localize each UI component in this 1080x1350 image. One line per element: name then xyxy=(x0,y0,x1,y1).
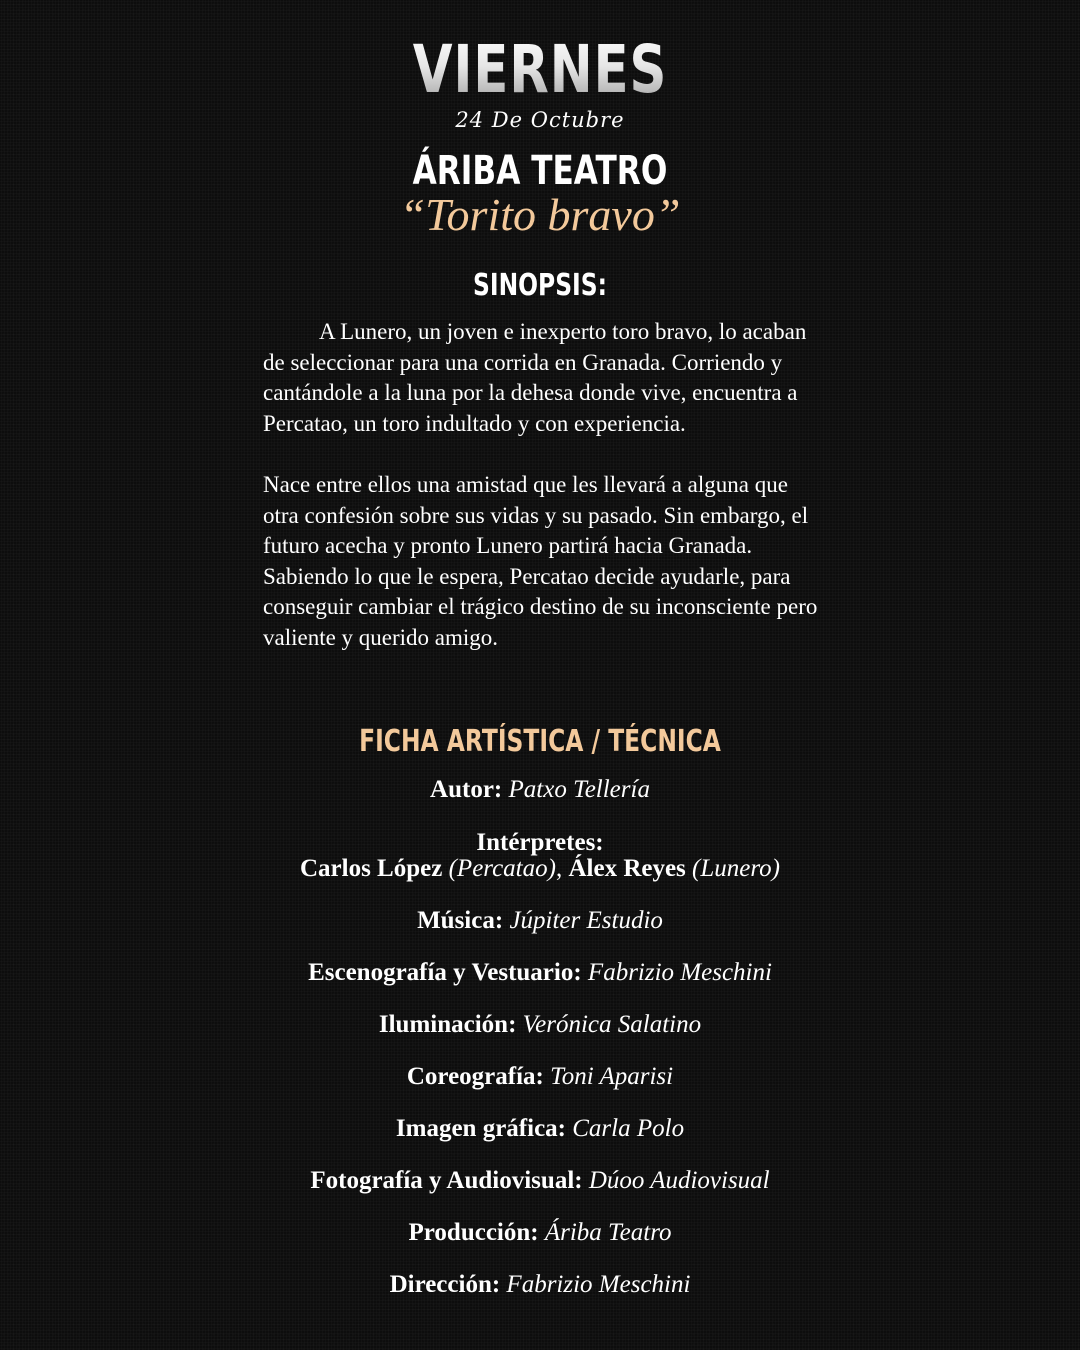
credit-role: Coreografía: xyxy=(406,1063,544,1090)
synopsis-paragraph-2: Nace entre ellos una amistad que les llevará a alguna que otra confesión sobre sus vidas y su pasado. Sin embargo, el futuro acecha y pronto Lunero partirá hacia Granada. Sabiendo lo que le espera, Percatao decide ayudarle, para conseguir cambiar el trágico destino de su inconsciente pero valiente y querido amigo. xyxy=(263,471,818,650)
event-date: 24 De Octubre xyxy=(455,108,625,132)
credit-name: Patxo Tellería xyxy=(508,776,650,803)
credit-musica xyxy=(0,907,1080,935)
credit-name: Áriba Teatro xyxy=(544,1219,672,1246)
credits-heading: FICHA ARTÍSTICA / TÉCNICA xyxy=(359,724,721,759)
credit-role: Dirección: xyxy=(389,1271,501,1298)
credit-produccion xyxy=(0,1219,1080,1247)
credit-escenografia xyxy=(0,959,1080,987)
credit-direccion xyxy=(0,1271,1080,1299)
company-name: ÁRIBA TEATRO xyxy=(412,148,668,194)
credit-role: Autor: xyxy=(430,776,503,803)
credit-name: Fabrizio Meschini xyxy=(506,1271,691,1298)
credit-imagen xyxy=(0,1115,1080,1143)
credit-interpretes-label xyxy=(0,829,1080,857)
credit-role: Intérpretes: xyxy=(476,829,604,856)
play-title: “Torito bravo” xyxy=(399,189,681,240)
credit-iluminacion xyxy=(0,1011,1080,1039)
credit-name: Toni Aparisi xyxy=(550,1063,674,1090)
credit-fotografia xyxy=(0,1167,1080,1195)
credit-name: Verónica Salatino xyxy=(522,1011,702,1038)
event-day: VIERNES xyxy=(119,30,961,110)
actor-name: Carlos López xyxy=(299,855,443,882)
credit-name: Júpiter Estudio xyxy=(509,907,663,934)
character-name: (Lunero) xyxy=(692,855,780,882)
credit-autor xyxy=(0,776,1080,804)
credit-role: Producción: xyxy=(408,1219,539,1246)
credit-role: Escenografía y Vestuario: xyxy=(308,959,582,986)
credit-coreografia xyxy=(0,1063,1080,1091)
synopsis-paragraph-1: A Lunero, un joven e inexperto toro bravo, lo acaban de seleccionar para una corrida en Granada. Corriendo y cantándole a la luna por la dehesa donde vive, encuentra a Percatao, un toro indultado y con experiencia. xyxy=(263,319,807,436)
credit-name: Fabrizio Meschini xyxy=(587,959,772,986)
credit-role: Imagen gráfica: xyxy=(395,1115,566,1142)
synopsis-heading: SINOPSIS: xyxy=(473,268,607,303)
credit-name: Carla Polo xyxy=(572,1115,685,1142)
credit-interpretes-names xyxy=(0,855,1080,883)
credit-name: Dúoo Audiovisual xyxy=(588,1167,770,1194)
synopsis-text xyxy=(263,317,819,654)
credit-role: Música: xyxy=(417,907,504,934)
credit-role: Iluminación: xyxy=(378,1011,517,1038)
credit-role: Fotografía y Audiovisual: xyxy=(310,1167,583,1194)
separator: , xyxy=(555,855,563,882)
actor-name: Álex Reyes xyxy=(568,855,686,882)
character-name: (Percatao) xyxy=(448,855,556,882)
